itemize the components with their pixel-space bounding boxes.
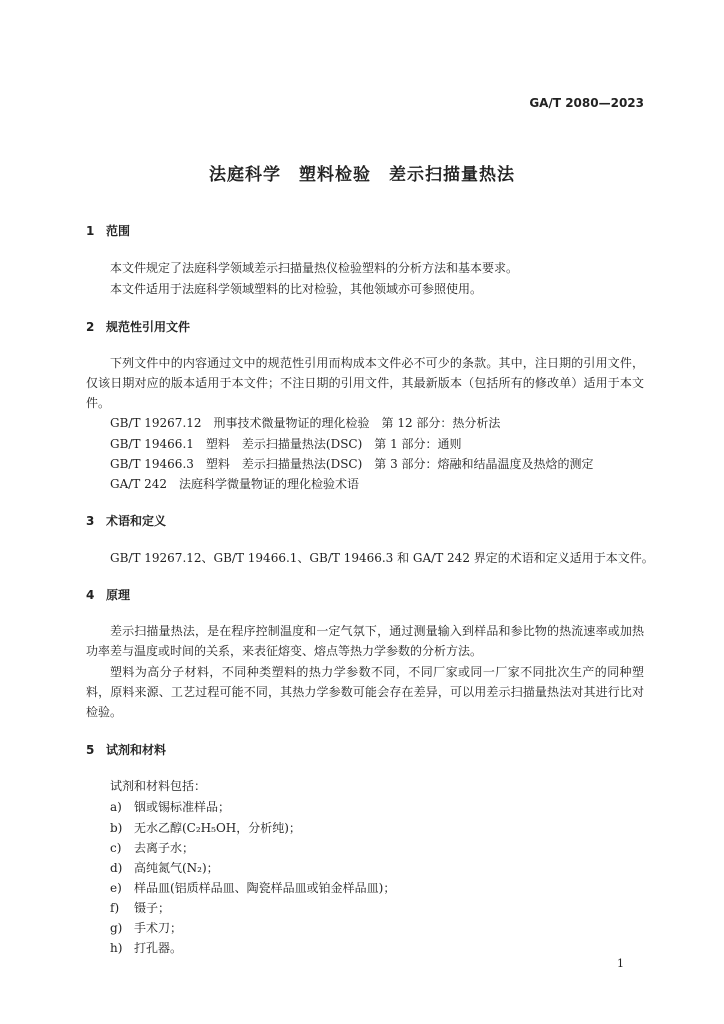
section-title: 原理	[106, 588, 131, 602]
list-item-label: b)	[110, 821, 123, 835]
list-item-label: c)	[110, 841, 122, 855]
section-heading-terms-definitions	[86, 512, 166, 529]
list-item-label: a)	[110, 800, 122, 814]
list-item-text: 打孔器。	[134, 941, 183, 955]
list-item-text: 铟或锡标准样品；	[134, 800, 231, 814]
section-title: 范围	[106, 224, 131, 238]
section-number: 1	[86, 224, 95, 238]
list-item	[110, 919, 182, 936]
list-item-text: 无水乙醇(C₂H₅OH，分析纯)；	[134, 821, 301, 835]
paragraph: 本文件规定了法庭科学领域差示扫描量热仪检验塑料的分析方法和基本要求。	[110, 261, 519, 275]
list-item	[110, 839, 194, 856]
section-heading-scope	[86, 222, 130, 239]
list-item-label: d)	[110, 861, 123, 875]
list-item	[110, 939, 182, 956]
list-item-text: 去离子水；	[134, 841, 195, 855]
section-heading-principle	[86, 586, 130, 603]
standard-code: GA/T 2080—2023	[529, 96, 644, 110]
section-title: 术语和定义	[106, 514, 167, 528]
paragraph: 差示扫描量热法，是在程序控制温度和一定气氛下，通过测量输入到样品和参比物的热流速率或加热功率差与温度或时间的关系，来表征熔变、熔点等热力学参数的分析方法。	[86, 624, 644, 658]
list-item	[110, 899, 170, 916]
paragraph: 下列文件中的内容通过文中的规范性引用而构成本文件必不可少的条款。其中，注日期的引用文件，仅该日期对应的版本适用于本文件；不注日期的引用文件，其最新版本（包括所有的修改单）适用于本文件。	[86, 356, 644, 410]
list-item-label: h)	[110, 941, 123, 955]
section-title: 规范性引用文件	[106, 320, 191, 334]
list-item-label: f)	[110, 901, 120, 915]
list-item-label: g)	[110, 921, 123, 935]
list-item-text: 镊子；	[134, 901, 171, 915]
list-item	[110, 879, 395, 896]
reference-item: GA/T 242 法庭科学微量物证的理化检验术语	[110, 477, 360, 491]
list-item-label: e)	[110, 881, 122, 895]
paragraph: 本文件适用于法庭科学领域塑料的比对检验，其他领域亦可参照使用。	[110, 282, 483, 296]
list-item-text: 高纯氮气(N₂)；	[134, 861, 219, 875]
section-number: 5	[86, 743, 95, 757]
paragraph: 塑料为高分子材料，不同种类塑料的热力学参数不同，不同厂家或同一厂家不同批次生产的同种塑料，原料来源、工艺过程可能不同，其热力学参数可能会存在差异，可以用差示扫描量热法对其进行比对检验。	[86, 665, 644, 719]
list-item	[110, 819, 301, 836]
section-heading-reagents-materials	[86, 741, 166, 758]
section-number: 3	[86, 514, 95, 528]
reference-item: GB/T 19466.1 塑料 差示扫描量热法(DSC) 第 1 部分：通则	[110, 437, 462, 451]
reference-item: GB/T 19466.3 塑料 差示扫描量热法(DSC) 第 3 部分：熔融和结晶温度及热焓的测定	[110, 457, 594, 471]
document-title: 法庭科学 塑料检验 差示扫描量热法	[209, 165, 515, 185]
list-item-text: 样品皿(铝质样品皿、陶瓷样品皿或铂金样品皿)；	[134, 881, 396, 895]
section-heading-normative-references	[86, 318, 190, 335]
section-number: 2	[86, 320, 95, 334]
page-number: 1	[617, 957, 624, 970]
reference-item: GB/T 19267.12 刑事技术微量物证的理化检验 第 12 部分：热分析法	[110, 416, 501, 430]
list-item	[110, 798, 230, 815]
list-item-text: 手术刀；	[134, 921, 183, 935]
section-number: 4	[86, 588, 95, 602]
list-intro: 试剂和材料包括：	[110, 779, 207, 793]
section-title: 试剂和材料	[106, 743, 167, 757]
paragraph: GB/T 19267.12、GB/T 19466.1、GB/T 19466.3 和 GA/T 242 界定的术语和定义适用于本文件。	[110, 551, 654, 565]
list-item	[110, 859, 219, 876]
